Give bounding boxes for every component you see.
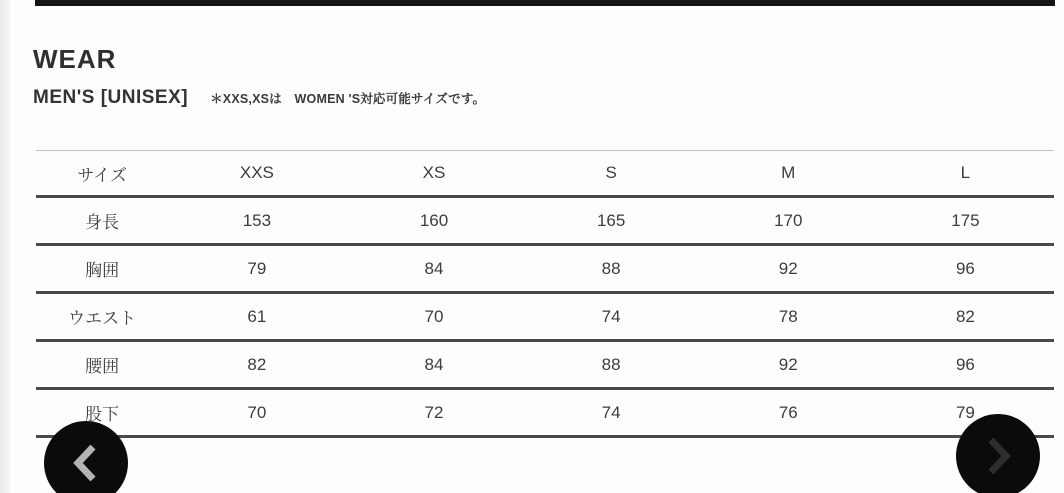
- table-cell: 74: [523, 389, 700, 437]
- table-cell: 61: [168, 293, 345, 341]
- table-cell: 70: [345, 293, 522, 341]
- size-note: ＊XXS,XSは WOMEN 'S対応可能サイズです。: [210, 92, 486, 106]
- section-header: [33, 87, 933, 109]
- table-row-height: [36, 197, 1054, 245]
- left-edge-shadow: [0, 0, 10, 493]
- column-header-s: S: [523, 151, 700, 197]
- table-cell: 84: [345, 341, 522, 389]
- table-row-hip: [36, 341, 1054, 389]
- row-label: 胸囲: [36, 245, 168, 293]
- table-cell: 88: [523, 245, 700, 293]
- table-cell: 96: [877, 245, 1054, 293]
- row-label: ウエスト: [36, 293, 168, 341]
- table-cell: 92: [700, 245, 877, 293]
- table-cell: 175: [877, 197, 1054, 245]
- section-title: MEN'S [UNISEX]: [33, 87, 189, 108]
- table-cell: 153: [168, 197, 345, 245]
- column-header-xxs: XXS: [168, 151, 345, 197]
- column-header-l: L: [877, 151, 1054, 197]
- table-cell: 79: [168, 245, 345, 293]
- column-header-xs: XS: [345, 151, 522, 197]
- table-row-chest: [36, 245, 1054, 293]
- table-row-inseam: [36, 389, 1054, 437]
- table-cell: 165: [523, 197, 700, 245]
- row-label: 股下: [36, 389, 168, 437]
- table-cell: 72: [345, 389, 522, 437]
- table-cell: 88: [523, 341, 700, 389]
- table-cell: 96: [877, 341, 1054, 389]
- table-cell: 92: [700, 341, 877, 389]
- table-cell: 84: [345, 245, 522, 293]
- row-label: 腰囲: [36, 341, 168, 389]
- table-header-row: [36, 151, 1054, 197]
- table-cell: 76: [700, 389, 877, 437]
- size-table: [36, 150, 1054, 438]
- category-title: WEAR: [33, 44, 117, 74]
- carousel-next-button[interactable]: [956, 414, 1040, 493]
- table-cell: 78: [700, 293, 877, 341]
- table-cell: 82: [168, 341, 345, 389]
- row-label: 身長: [36, 197, 168, 245]
- table-cell: 70: [168, 389, 345, 437]
- chevron-left-icon: [68, 441, 104, 485]
- table-cell: 79: [877, 389, 1054, 437]
- table-cell: 82: [877, 293, 1054, 341]
- table-cell: 160: [345, 197, 522, 245]
- table-cell: 74: [523, 293, 700, 341]
- column-header-size-label: サイズ: [36, 151, 168, 197]
- chevron-right-icon: [980, 434, 1016, 478]
- table-cell: 170: [700, 197, 877, 245]
- top-divider: [35, 0, 1055, 6]
- table-row-waist: [36, 293, 1054, 341]
- column-header-m: M: [700, 151, 877, 197]
